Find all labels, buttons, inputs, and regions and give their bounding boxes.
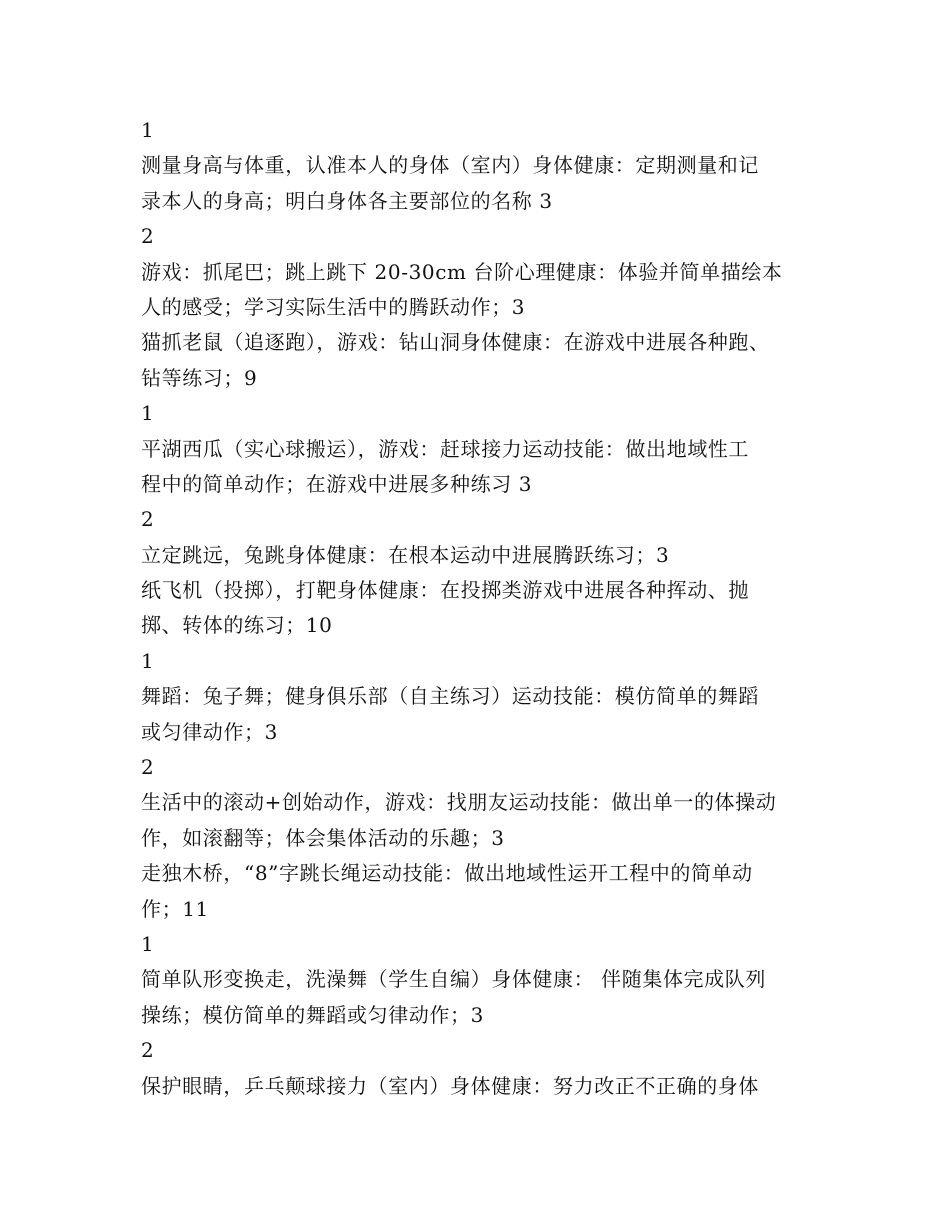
text-line: 1 bbox=[141, 648, 155, 673]
text-line: 立定跳远，兔跳身体健康：在根本运动中进展腾跃练习；3 bbox=[141, 542, 670, 567]
text-line: 简单队形变换走，洗澡舞（学生自编）身体健康： 伴随集体完成队列 bbox=[141, 967, 766, 992]
text-line: 保护眼睛，乒乓颠球接力（室内）身体健康：努力改正不正确的身体 bbox=[141, 1073, 759, 1098]
text-line: 掷、转体的练习；10 bbox=[141, 613, 333, 638]
text-line: 作；11 bbox=[141, 896, 209, 921]
text-line: 平湖西瓜（实心球搬运），游戏：赶球接力运动技能：做出地域性工 bbox=[141, 436, 749, 461]
text-line: 2 bbox=[141, 1038, 155, 1063]
text-line: 1 bbox=[141, 401, 155, 426]
text-line: 走独木桥，“8”字跳长绳运动技能：做出地域性运开工程中的简单动 bbox=[141, 861, 753, 886]
text-line: 作，如滚翻等；体会集体活动的乐趣；3 bbox=[141, 825, 505, 850]
text-line: 操练；模仿简单的舞蹈或匀律动作；3 bbox=[141, 1002, 484, 1027]
text-line: 2 bbox=[141, 755, 155, 780]
text-line: 程中的简单动作；在游戏中进展多种练习 3 bbox=[141, 471, 533, 496]
text-line: 钻等练习；9 bbox=[141, 365, 258, 390]
text-line: 游戏：抓尾巴；跳上跳下 20-30cm 台阶心理健康：体验并简单描绘本 bbox=[141, 259, 783, 284]
text-line: 录本人的身高；明白身体各主要部位的名称 3 bbox=[141, 188, 553, 213]
text-line: 生活中的滚动+创始动作，游戏：找朋友运动技能：做出单一的体操动 bbox=[141, 790, 777, 815]
text-line: 2 bbox=[141, 224, 155, 249]
text-line: 猫抓老鼠（追逐跑），游戏：钻山洞身体健康：在游戏中进展各种跑、 bbox=[141, 330, 770, 355]
document-body bbox=[141, 113, 841, 1104]
text-line: 人的感受；学习实际生活中的腾跃动作；3 bbox=[141, 294, 526, 319]
text-line: 或匀律动作；3 bbox=[141, 719, 278, 744]
text-line: 纸飞机（投掷），打靶身体健康：在投掷类游戏中进展各种挥动、抛 bbox=[141, 578, 749, 603]
text-line: 舞蹈：兔子舞；健身俱乐部（自主练习）运动技能：模仿简单的舞蹈 bbox=[141, 684, 759, 709]
text-line: 1 bbox=[141, 118, 155, 142]
text-line: 测量身高与体重，认准本人的身体（室内）身体健康：定期测量和记 bbox=[141, 153, 759, 178]
text-line: 1 bbox=[141, 931, 155, 956]
text-line: 2 bbox=[141, 507, 155, 532]
